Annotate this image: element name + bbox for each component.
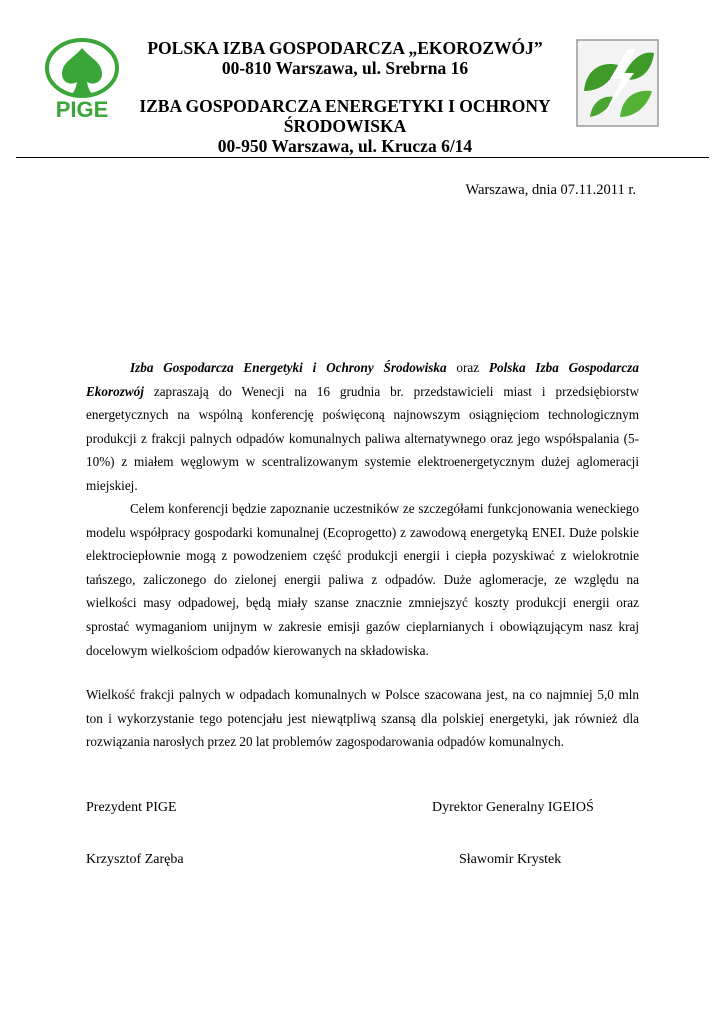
igeios-logo — [576, 39, 659, 127]
paragraph1-connector: oraz — [446, 360, 489, 375]
letter-date: Warszawa, dnia 07.11.2011 r. — [465, 182, 636, 198]
pige-logo — [44, 38, 120, 120]
org2-name-line1: IZBA GOSPODARCZA ENERGETYKI I OCHRONY — [139, 96, 551, 116]
paragraph-waste-potential: Wielkość frakcji palnych w odpadach komunalnych w Polsce szacowana jest, na co najmniej 5,0 mln ton i wykorzystanie tego potencjału jest niewątpliwą szansą dla polskiej energetyki, jak również dla rozwiązania narosłych przez 20 lat problemów zagospodarowania odpadów komunalnych. — [86, 687, 639, 750]
pige-logo-text: PIGE — [55, 97, 109, 120]
org1-header — [130, 38, 560, 78]
green-leaves-icon — [576, 39, 659, 127]
pige-leaf-icon — [44, 38, 120, 120]
paragraph-invitation — [86, 356, 639, 498]
left-signatory-title: Prezydent PIGE — [86, 800, 177, 815]
right-signatory-name: Sławomir Krystek — [459, 852, 562, 867]
right-signatory-title: Dyrektor Generalny IGEIOŚ — [432, 800, 594, 815]
paragraph-conference-goal: Celem konferencji będzie zapoznanie uczestników ze szczegółami funkcjonowania weneckiego modelu współpracy gospodarki komunalnej (Ecoprogetto) z zawodową energetyką ENEI. Duże polskie elektrociepłownie mogą z powodzeniem część produkcji energii i ciepła pozyskiwać z wielokrotnie tańszego, zaliczonego do zielonej energii paliwa z odpadów. Duże aglomeracje, ze względu na wielkości masy odpadowej, będą miały szanse znacznie zmniejszyć koszty produkcji energii oraz sprostać wymaganiom unijnym w zakresie emisji gazów cieplarnianych i obowiązującym nasz kraj docelowym wielkościom odpadów kierowanych na składowiska. — [86, 501, 639, 658]
org2-address: 00-950 Warszawa, ul. Krucza 6/14 — [217, 136, 473, 156]
org1-name: POLSKA IZBA GOSPODARCZA „EKOROZWÓJ” — [147, 38, 543, 58]
org2-name-line2: ŚRODOWISKA — [283, 116, 407, 136]
paragraph1-body: zapraszają do Wenecji na 16 grudnia br. przedstawicieli miast i przedsiębiorstw energetycznych na wspólną konferencję poświęconą najnowszym osiągnięciom technologicznym produkcji z frakcji palnych odpadów komunalnych paliwa alternatywnego oraz jego współspalania (5-10%) z miałem węglowym w scentralizowanym systemie elektroenergetycznym dużej aglomeracji miejskiej. — [86, 383, 639, 493]
org1-address: 00-810 Warszawa, ul. Srebrna 16 — [221, 58, 469, 78]
header-divider — [16, 157, 709, 158]
org1-name-emphasis: Polska Izba Gospodarcza Ekorozwój — [86, 360, 639, 399]
left-signatory-name: Krzysztof Zaręba — [86, 852, 184, 867]
org2-name-emphasis: Izba Gospodarcza Energetyki i Ochrony Środowiska — [130, 360, 447, 375]
org2-header — [130, 96, 560, 156]
